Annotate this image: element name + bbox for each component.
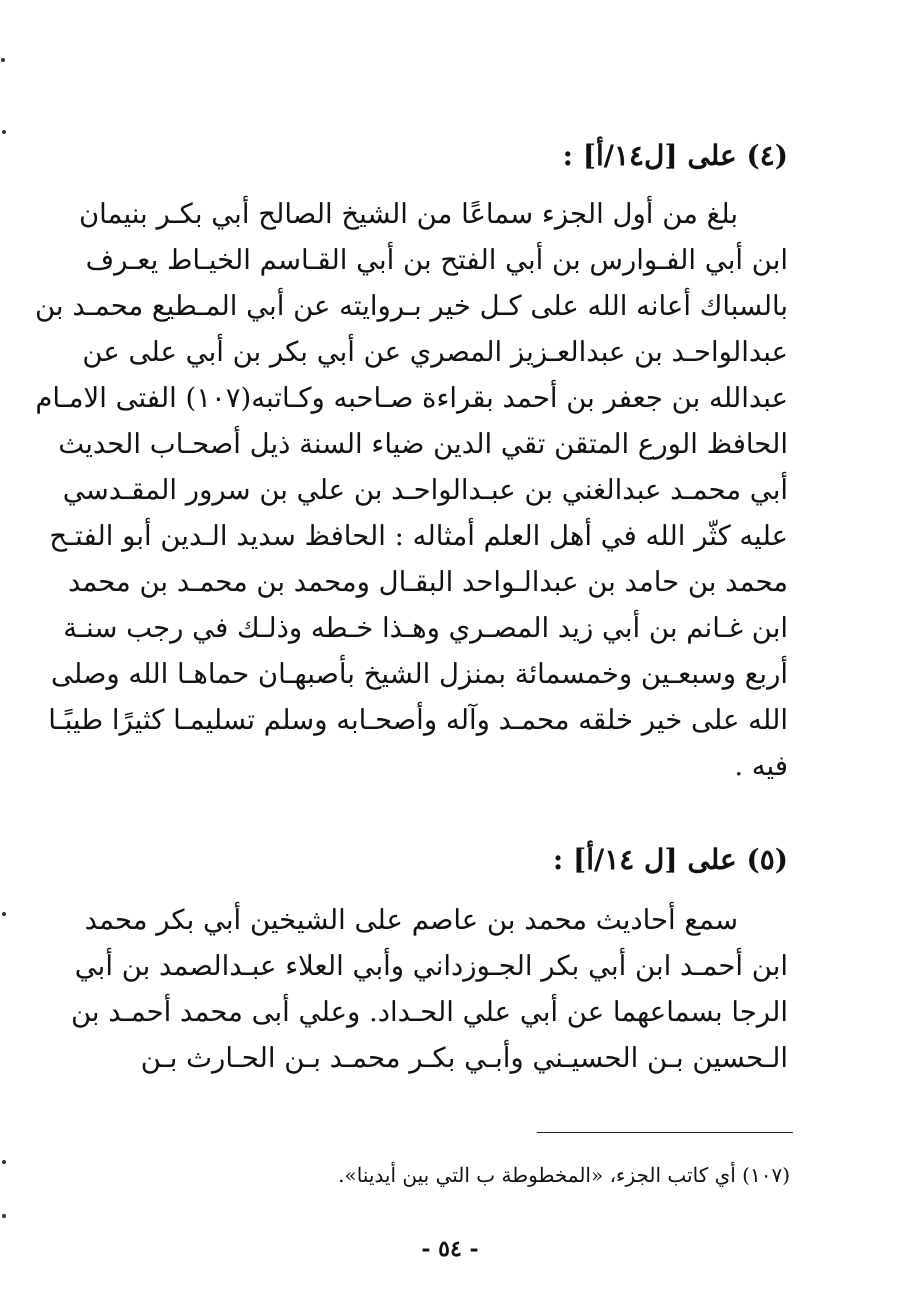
text-line: ابن أحمـد ابن أبي بكر الجـوزداني وأبي العلاء عبـدالصمد بن أبي xyxy=(74,950,788,982)
text-line: محمد بن حامد بن عبدالـواحد البقـال ومحمد بن محمـد بن محمد xyxy=(67,566,788,598)
footnote: (١٠٧) أي كاتب الجزء، «المخطوطة ب التي بين أيدينا». xyxy=(338,1163,790,1187)
scan-speck xyxy=(2,1214,6,1218)
entry-heading: (٥) على [ل ١٤/أ] : xyxy=(552,843,788,876)
text-line: عبدالواحـد بن عبدالعـزيز المصري عن أبي بكر بن أبي على عن xyxy=(82,336,788,368)
entry-paragraph xyxy=(70,897,788,1081)
scan-speck xyxy=(2,912,6,916)
text-line: بلغ من أول الجزء سماعًا من الشيخ الصالح أبي بكـر بنيمان xyxy=(78,198,738,230)
scan-speck xyxy=(1,58,5,62)
text-line: عليه كثّر الله في أهل العلم أمثاله : الحافظ سديد الـدين أبو الفتـح xyxy=(49,520,788,552)
footnote-separator xyxy=(537,1132,793,1133)
text-line: ابن غـانم بن أبي زيد المصـري وهـذا خـطه وذلـك في رجب سنـة xyxy=(63,612,788,644)
text-line: ابن أبي الفـوارس بن أبي الفتح بن أبي القـاسم الخيـاط يعـرف xyxy=(85,244,788,276)
text-line: عبدالله بن جعفر بن أحمد بقراءة صـاحبه وكـاتبه(١٠٧) الفتى الامـام xyxy=(35,382,788,414)
text-line: الحافظ الورع المتقن تقي الدين ضياء السنة ذيل أصحـاب الحديث xyxy=(58,428,788,460)
entry-heading: (٤) على [ل١٤/أ] : xyxy=(562,139,788,172)
text-line: أربع وسبعـين وخمسمائة بمنزل الشيخ بأصبهـان حماهـا الله وصلى xyxy=(50,658,788,690)
page-number: - ٥٤ - xyxy=(421,1236,479,1262)
text-line: الله على خير خلقه محمـد وآله وأصحـابه وسلم تسليمـا كثيرًا طيبًـا xyxy=(48,704,788,736)
text-line: أبي محمـد عبدالغني بن عبـدالواحـد بن علي بن سرور المقـدسي xyxy=(62,474,788,506)
text-line: الرجا بسماعهما عن أبي علي الحـداد. وعلي أبى محمد أحمـد بن xyxy=(70,996,788,1028)
entry-paragraph xyxy=(34,191,788,789)
text-line: بالسباك أعانه الله على كـل خير بـروايته عن أبي المـطيع محمـد بن xyxy=(34,290,788,322)
text-line: فيه . xyxy=(734,750,788,782)
text-line: سمع أحاديث محمد بن عاصم على الشيخين أبي بكر محمد xyxy=(84,904,738,936)
scan-speck xyxy=(2,130,6,134)
text-line: الـحسين بـن الحسيـني وأبـي بكـر محمـد بـن الحـارث بـن xyxy=(140,1042,788,1074)
scan-speck xyxy=(2,1160,6,1164)
